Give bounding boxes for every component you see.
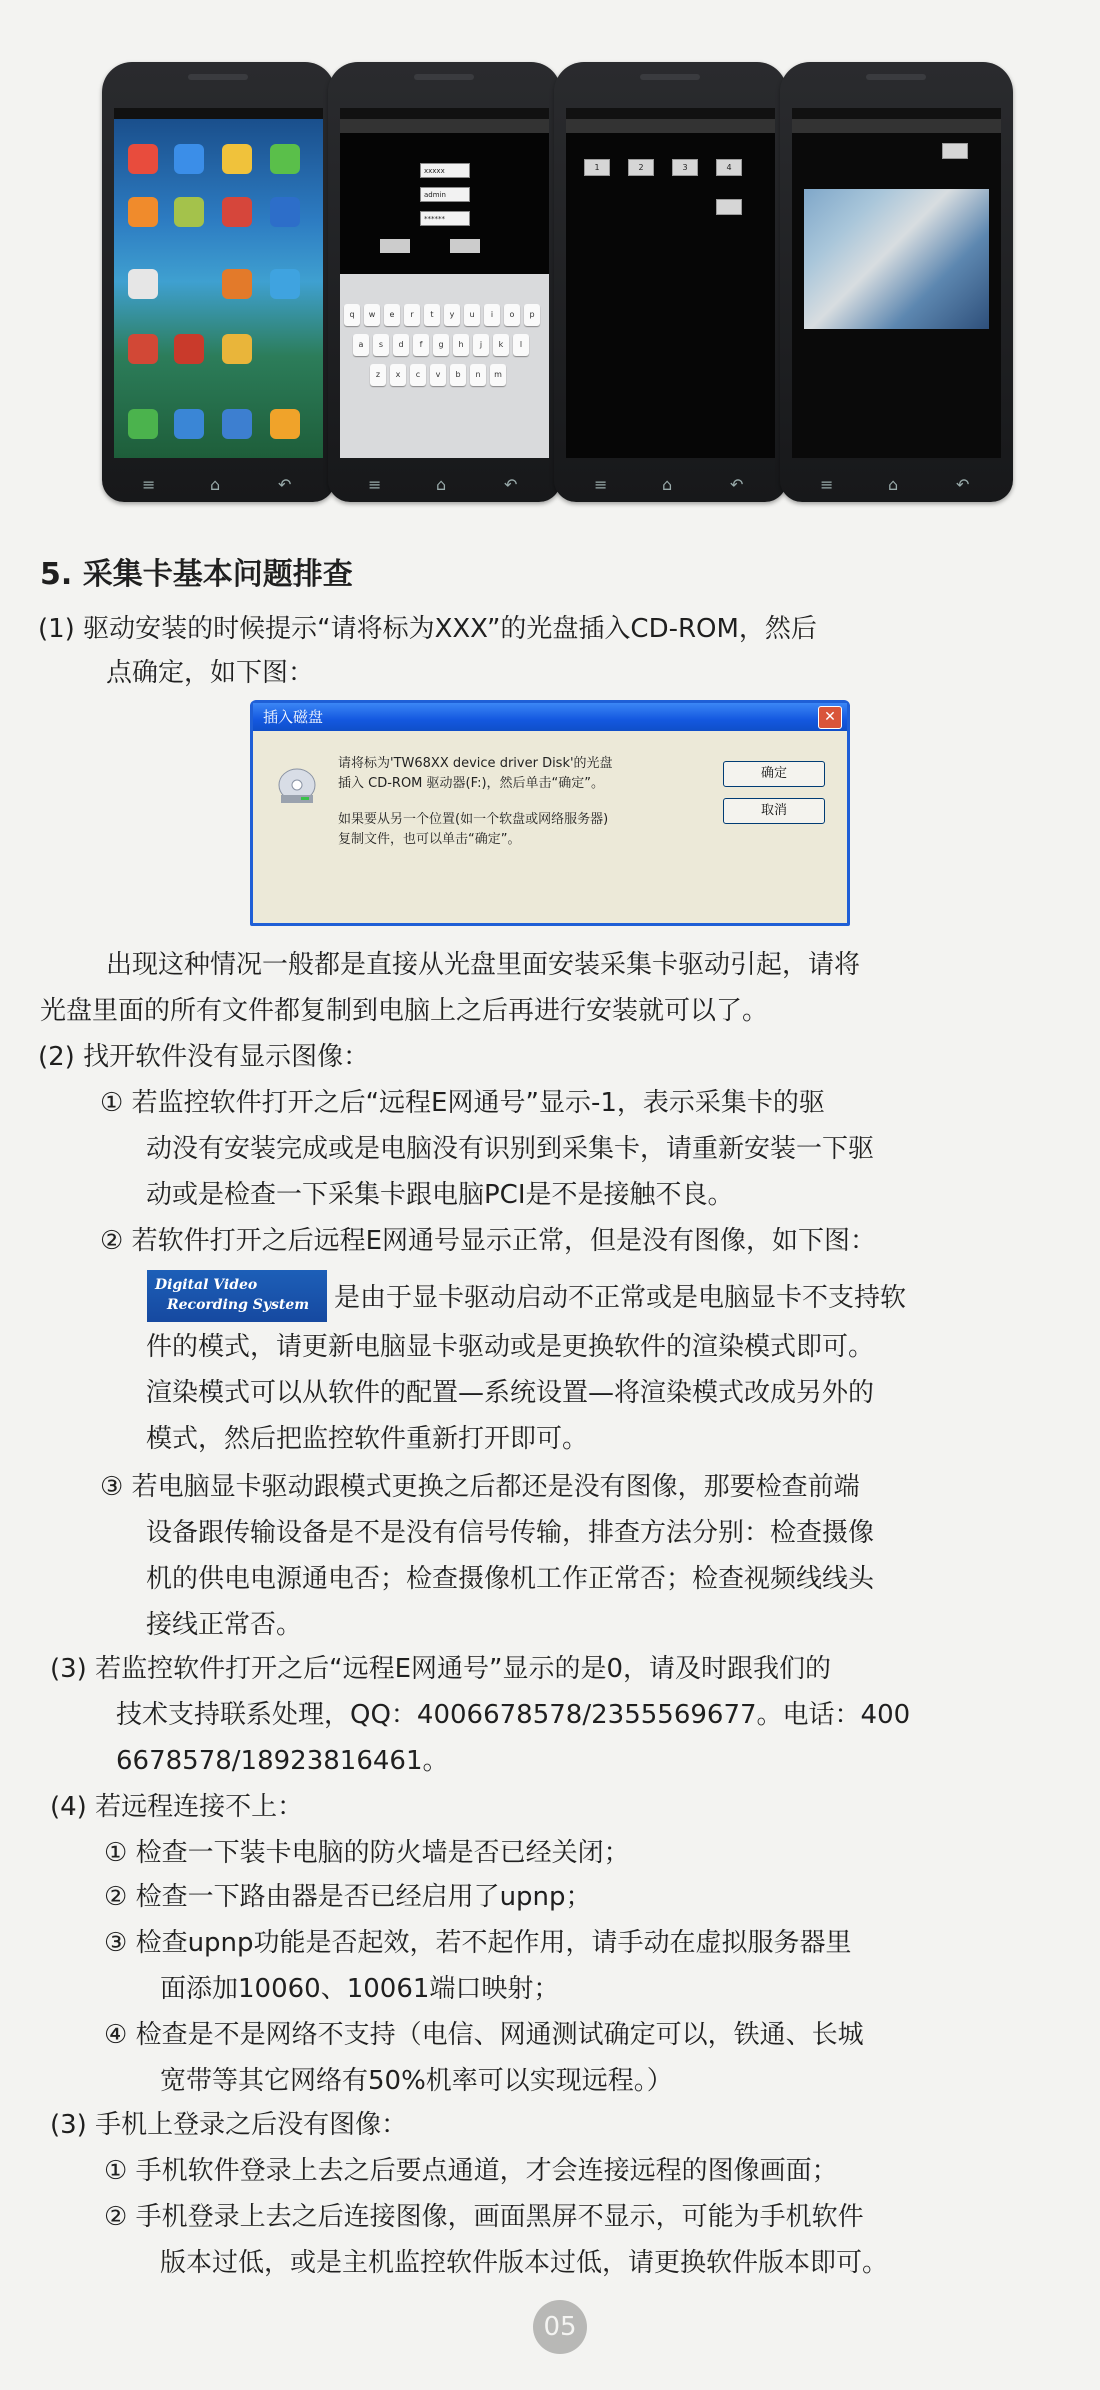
keyboard-key[interactable]: u (464, 304, 480, 326)
app-icon[interactable] (174, 334, 204, 364)
text-line: ① 手机软件登录上去之后要点通道，才会连接远程的图像画面； (104, 2156, 838, 2186)
keyboard-key[interactable]: l (513, 334, 529, 356)
text-line: 动没有安装完成或是电脑没有识别到采集卡，请重新安装一下驱 (146, 1134, 875, 1164)
page-number: 05 (533, 2300, 587, 2354)
back-icon[interactable]: ↶ (956, 475, 970, 494)
app-icon[interactable] (174, 197, 204, 227)
text-line: 机的供电电源通电否；检查摄像机工作正常否；检查视频线线头 (146, 1564, 875, 1594)
keyboard-key[interactable]: n (470, 364, 486, 386)
status-bar (114, 108, 323, 119)
keyboard-key[interactable]: f (413, 334, 429, 356)
back-icon[interactable]: ↶ (730, 475, 744, 494)
app-titlebar (566, 119, 775, 133)
text-line: 面添加10060、10061端口映射； (160, 1974, 560, 2004)
password-field[interactable]: ****** (420, 211, 470, 226)
cancel-button[interactable]: 取消 (723, 798, 825, 824)
channel-screen (566, 119, 775, 458)
keyboard-key[interactable]: a (353, 334, 369, 356)
home-icon[interactable]: ⌂ (662, 475, 673, 494)
dvr-software-logo (147, 1270, 327, 1322)
phone-dock-icon[interactable] (128, 409, 158, 439)
text-line: 接线正常否。 (146, 1610, 303, 1640)
menu-icon[interactable]: ≡ (820, 475, 834, 494)
channel-button[interactable]: 2 (628, 159, 654, 176)
soft-keys (780, 464, 1013, 494)
phone-screenshots (102, 62, 1014, 512)
text-line: ③ 若电脑显卡驱动跟模式更换之后都还是没有图像，那要检查前端 (100, 1472, 860, 1502)
keyboard-key[interactable]: c (410, 364, 426, 386)
cancel-button[interactable] (450, 239, 480, 253)
app-icon[interactable] (270, 144, 300, 174)
text-line: 6678578/18923816461。 (116, 1746, 449, 1776)
phone-screen (114, 108, 323, 458)
text-line: ② 若软件打开之后远程E网通号显示正常，但是没有图像，如下图： (100, 1226, 877, 1256)
status-bar (340, 108, 549, 119)
text-line: 是由于显卡驱动启动不正常或是电脑显卡不支持软 (334, 1283, 907, 1313)
text-line: 宽带等其它网络有50%机率可以实现远程。） (160, 2066, 673, 2096)
action-button[interactable] (716, 199, 742, 215)
messages-dock-icon[interactable] (270, 409, 300, 439)
text-line: 光盘里面的所有文件都复制到电脑上之后再进行安装就可以了。 (40, 996, 769, 1026)
app-titlebar (792, 119, 1001, 133)
username-field[interactable]: admin (420, 187, 470, 202)
keyboard-key[interactable]: z (370, 364, 386, 386)
app-icon[interactable] (270, 269, 300, 299)
contacts-dock-icon[interactable] (174, 409, 204, 439)
keyboard-key[interactable]: q (344, 304, 360, 326)
text-line: 设备跟传输设备是不是没有信号传输，排查方法分别：检查摄像 (146, 1518, 875, 1548)
keyboard-key[interactable]: w (364, 304, 380, 326)
app-icon[interactable] (128, 269, 158, 299)
text-line: 件的模式，请更新电脑显卡驱动或是更换软件的渲染模式即可。 (146, 1332, 875, 1362)
text-line: ① 检查一下装卡电脑的防火墙是否已经关闭； (104, 1838, 630, 1868)
text-line: 模式，然后把监控软件重新打开即可。 (146, 1424, 589, 1454)
keyboard-key[interactable]: r (404, 304, 420, 326)
status-bar (792, 108, 1001, 119)
text-line: (1) 驱动安装的时候提示“请将标为XXX”的光盘插入CD-ROM，然后 (38, 614, 817, 644)
app-icon[interactable] (222, 334, 252, 364)
phone-channels (554, 62, 787, 502)
text-line: 出现这种情况一般都是直接从光盘里面安装采集卡驱动引起，请将 (106, 950, 861, 980)
login-screen (340, 119, 549, 458)
channel-button[interactable]: 4 (716, 159, 742, 176)
keyboard-key[interactable]: x (390, 364, 406, 386)
cd-drive-icon (275, 765, 319, 809)
text-line: ③ 检查upnp功能是否起效，若不起作用，请手动在虚拟服务器里 (104, 1928, 852, 1958)
soft-keys (102, 464, 335, 494)
camera-video-frame (804, 189, 989, 329)
dialog-message: 复制文件，也可以单击“确定”。 (338, 832, 521, 847)
keyboard-key[interactable]: m (490, 364, 506, 386)
text-line: (2) 找开软件没有显示图像： (38, 1042, 370, 1072)
menu-icon[interactable]: ≡ (594, 475, 608, 494)
phone-video (780, 62, 1013, 502)
phone-screen (340, 108, 549, 458)
ok-button[interactable]: 确定 (723, 761, 825, 787)
menu-icon[interactable]: ≡ (142, 475, 156, 494)
keyboard-key[interactable]: v (430, 364, 446, 386)
back-icon[interactable]: ↶ (504, 475, 518, 494)
keyboard-key[interactable]: p (524, 304, 540, 326)
soft-keys (328, 464, 561, 494)
app-icon[interactable] (270, 197, 300, 227)
app-icon[interactable] (174, 144, 204, 174)
app-icon[interactable] (128, 197, 158, 227)
dialog-message: 插入 CD-ROM 驱动器(F:)，然后单击“确定”。 (338, 776, 604, 791)
keyboard-key[interactable]: y (444, 304, 460, 326)
app-icon[interactable] (222, 197, 252, 227)
app-icon[interactable] (128, 334, 158, 364)
text-line: 点确定，如下图： (106, 658, 315, 688)
text-line: 渲染模式可以从软件的配置—系统设置—将渲染模式改成另外的 (146, 1378, 875, 1408)
browser-dock-icon[interactable] (222, 409, 252, 439)
text-line: ② 检查一下路由器是否已经启用了upnp； (104, 1882, 592, 1912)
phone-speaker (414, 74, 474, 80)
app-titlebar (340, 119, 549, 133)
dialog-title: 插入磁盘 (253, 703, 847, 731)
section-title: 5. 采集卡基本问题排查 (40, 557, 353, 592)
home-icon[interactable]: ⌂ (210, 475, 221, 494)
insert-disk-dialog (250, 700, 850, 926)
keyboard-key[interactable]: b (450, 364, 466, 386)
keyboard-key[interactable]: t (424, 304, 440, 326)
text-line: (3) 若监控软件打开之后“远程E网通号”显示的是0，请及时跟我们的 (50, 1654, 832, 1684)
keyboard-key[interactable]: d (393, 334, 409, 356)
text-line: (4) 若远程连接不上： (50, 1792, 304, 1822)
text-line: 技术支持联系处理，QQ：4006678578/2355569677。电话：400 (116, 1700, 911, 1730)
text-line: ① 若监控软件打开之后“远程E网通号”显示-1，表示采集卡的驱 (100, 1088, 825, 1118)
host-field[interactable]: xxxxx (420, 163, 470, 178)
channel-button[interactable]: 1 (584, 159, 610, 176)
phone-speaker (866, 74, 926, 80)
phone-speaker (640, 74, 700, 80)
phone-launcher (102, 62, 335, 502)
keyboard-key[interactable]: g (433, 334, 449, 356)
text-line: (3) 手机上登录之后没有图像： (50, 2110, 408, 2140)
home-icon[interactable]: ⌂ (436, 475, 447, 494)
home-icon[interactable]: ⌂ (888, 475, 899, 494)
dialog-message: 如果要从另一个位置(如一个软盘或网络服务器) (338, 812, 609, 827)
app-icon[interactable] (222, 144, 252, 174)
keyboard-key[interactable]: i (484, 304, 500, 326)
app-icon[interactable] (222, 269, 252, 299)
soft-keyboard[interactable] (340, 274, 549, 458)
keyboard-key[interactable]: s (373, 334, 389, 356)
keyboard-key[interactable]: k (493, 334, 509, 356)
video-screen (792, 119, 1001, 458)
channel-button[interactable]: 3 (672, 159, 698, 176)
phone-screen (792, 108, 1001, 458)
keyboard-key[interactable]: o (504, 304, 520, 326)
text-line: 版本过低，或是主机监控软件版本过低，请更换软件版本即可。 (160, 2248, 889, 2278)
phone-speaker (188, 74, 248, 80)
logo-text: Recording System (167, 1297, 310, 1313)
keyboard-key[interactable]: h (453, 334, 469, 356)
logo-text: Digital Video (155, 1277, 258, 1293)
menu-icon[interactable]: ≡ (368, 475, 382, 494)
action-button[interactable] (942, 143, 968, 159)
back-icon[interactable]: ↶ (278, 475, 292, 494)
dialog-message: 请将标为'TW68XX device driver Disk'的光盘 (338, 756, 613, 771)
text-line: ④ 检查是不是网络不支持（电信、网通测试确定可以，铁通、长城 (104, 2020, 864, 2050)
phone-login (328, 62, 561, 502)
status-bar (566, 108, 775, 119)
close-icon[interactable]: ✕ (818, 706, 842, 729)
keyboard-key[interactable]: j (473, 334, 489, 356)
app-icon[interactable] (128, 144, 158, 174)
text-line: 动或是检查一下采集卡跟电脑PCI是不是接触不良。 (146, 1180, 734, 1210)
launcher-home (114, 119, 323, 458)
soft-keys (554, 464, 787, 494)
phone-screen (566, 108, 775, 458)
keyboard-key[interactable]: e (384, 304, 400, 326)
login-button[interactable] (380, 239, 410, 253)
text-line: ② 手机登录上去之后连接图像，画面黑屏不显示，可能为手机软件 (104, 2202, 864, 2232)
